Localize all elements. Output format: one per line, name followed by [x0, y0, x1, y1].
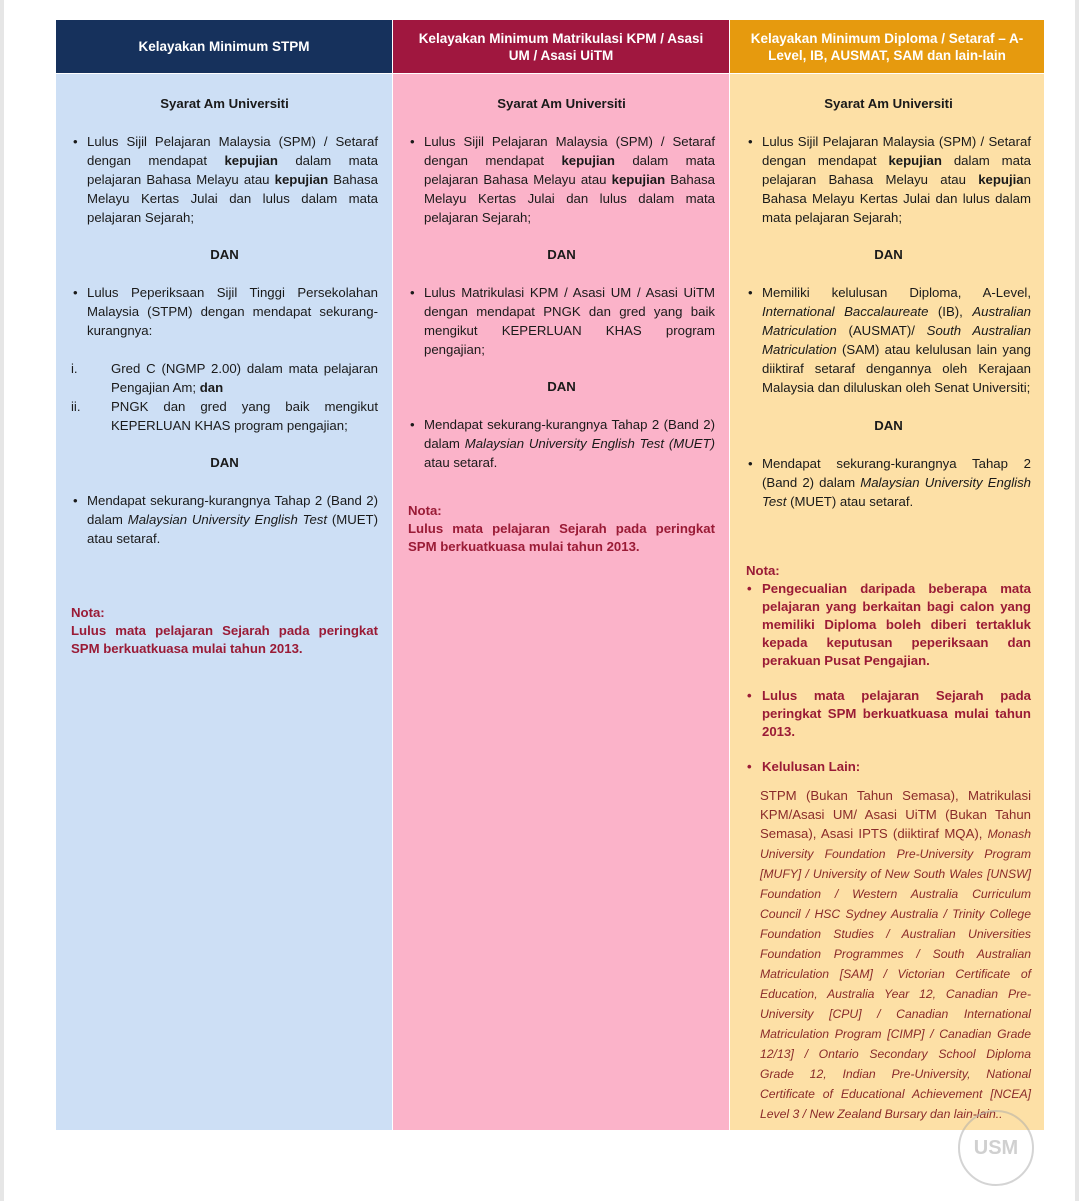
requirement-muet: • Mendapat sekurang-kurangnya Tahap 2 (Band 2) dalam Malaysian University English Test (MUET) atau setaraf. [424, 415, 715, 472]
requirement-muet: • Mendapat sekurang-kurangnya Tahap 2 (Band 2) dalam Malaysian University English Test (MUET) atau setaraf. [762, 454, 1031, 511]
dan-label: DAN [210, 247, 239, 262]
dan-label: DAN [874, 418, 903, 433]
requirement-spm: • Lulus Sijil Pelajaran Malaysia (SPM) / Setaraf dengan mendapat kepujian dalam mata pelajaran Bahasa Melayu atau kepujian Bahasa Melayu Kertas Julai dan lulus dalam mata pelajaran Sejarah; [424, 132, 715, 227]
column-divider [729, 20, 730, 1130]
requirement-spm: • Lulus Sijil Pelajaran Malaysia (SPM) / Setaraf dengan mendapat kepujian dalam mata pelajaran Bahasa Melayu atau kepujian Bahasa Melayu Kertas Julai dan lulus dalam mata pelajaran Sejarah; [87, 132, 378, 227]
dan-label: DAN [547, 379, 576, 394]
nota-item: • Pengecualian daripada beberapa mata pelajaran yang berkaitan bagi calon yang memiliki Diploma boleh diberi tertakluk kepada keputusan peperiksaan dan perakuan Pusat Pengajian. [762, 580, 1031, 670]
left-edge [0, 0, 4, 1201]
university-seal-watermark: USM [958, 1110, 1034, 1186]
nota-item: • Lulus mata pelajaran Sejarah pada peringkat SPM berkuatkuasa mulai tahun 2013. [762, 687, 1031, 741]
kelulusan-lain-list: STPM (Bukan Tahun Semasa), Matrikulasi KPM/Asasi UM/ Asasi UiTM (Bukan Tahun Semasa), Asasi IPTS (diiktiraf MQA), Monash University Foundation Pre-University Program [MUFY] / University of New South Wales [UNSW] Foundation / Western Australia Curriculum Council / HSC Sydney Australia / Trinity College Foundation Studies / Australian Universities Foundation Programmes / South Australian Matriculation [SAM] / Victorian Certificate of Education, Australia Year 12, Canadian Pre-University [CPU] / Canadian International Matriculation Program [CIMP] / Canadian Grade 12/13] / Ontario Secondary School Diploma Grade 12, Indian Pre-University, National Certificate of Educational Achievement [NCEA] Level 3 / New Zealand Bursary dan lain-lain.. [760, 788, 1031, 1121]
column-stpm [56, 74, 392, 1130]
sublist-item: i. Gred C (NGMP 2.00) dalam mata pelajaran Pengajian Am; dan [71, 361, 378, 395]
header-diploma: Kelayakan Minimum Diploma / Setaraf – A-Level, IB, AUSMAT, SAM dan lain-lain [730, 20, 1044, 73]
nota-block: Nota: Lulus mata pelajaran Sejarah pada peringkat SPM berkuatkuasa mulai tahun 2013. [71, 605, 378, 656]
stpm-sublist [71, 359, 378, 435]
nota-block: Nota: • Pengecualian daripada beberapa mata pelajaran yang berkaitan bagi calon yang memiliki Diploma boleh diberi tertakluk kepada keputusan peperiksaan dan perakuan Pusat Pengajian. • Lulus mata pelajaran Sejarah pada peringkat SPM berkuatkuasa mulai tahun 2013. • Kelulusan Lain: [746, 561, 1031, 776]
column-matrikulasi [393, 74, 729, 1130]
column-title: Syarat Am Universiti [824, 96, 953, 111]
column-divider [392, 20, 393, 1130]
dan-label: DAN [874, 247, 903, 262]
nota-item: • Kelulusan Lain: [762, 758, 1031, 776]
column-title: Syarat Am Universiti [160, 96, 289, 111]
right-edge [1075, 0, 1079, 1201]
header-stpm: Kelayakan Minimum STPM [56, 20, 392, 73]
column-diploma [730, 74, 1044, 1130]
header-matrikulasi: Kelayakan Minimum Matrikulasi KPM / Asasi UM / Asasi UiTM [393, 20, 729, 73]
requirement-spm: • Lulus Sijil Pelajaran Malaysia (SPM) / Setaraf dengan mendapat kepujian dalam mata pelajaran Bahasa Melayu atau kepujian Bahasa Melayu Kertas Julai dan lulus dalam mata pelajaran Sejarah; [762, 132, 1031, 227]
requirement-muet: • Mendapat sekurang-kurangnya Tahap 2 (Band 2) dalam Malaysian University English Test (MUET) atau setaraf. [87, 491, 378, 548]
dan-label: DAN [547, 247, 576, 262]
column-title: Syarat Am Universiti [497, 96, 626, 111]
requirement-stpm: • Lulus Peperiksaan Sijil Tinggi Persekolahan Malaysia (STPM) dengan mendapat sekurang-kurangnya: [87, 283, 378, 340]
requirement-diploma: • Memiliki kelulusan Diploma, A-Level, International Baccalaureate (IB), Australian Matriculation (AUSMAT)/ South Australian Matriculation (SAM) atau kelulusan lain yang diiktiraf setaraf dengannya oleh Kerajaan Malaysia dan diluluskan oleh Senat Universiti; [762, 283, 1031, 397]
sublist-item: ii. PNGK dan gred yang baik mengikut KEPERLUAN KHAS program pengajian; [71, 399, 378, 433]
dan-label: DAN [210, 455, 239, 470]
nota-block: Nota: Lulus mata pelajaran Sejarah pada peringkat SPM berkuatkuasa mulai tahun 2013. [408, 503, 715, 554]
requirement-matrikulasi: • Lulus Matrikulasi KPM / Asasi UM / Asasi UiTM dengan mendapat PNGK dan gred yang baik mengikut KEPERLUAN KHAS program pengajian; [424, 283, 715, 359]
requirements-table [56, 20, 1044, 1130]
